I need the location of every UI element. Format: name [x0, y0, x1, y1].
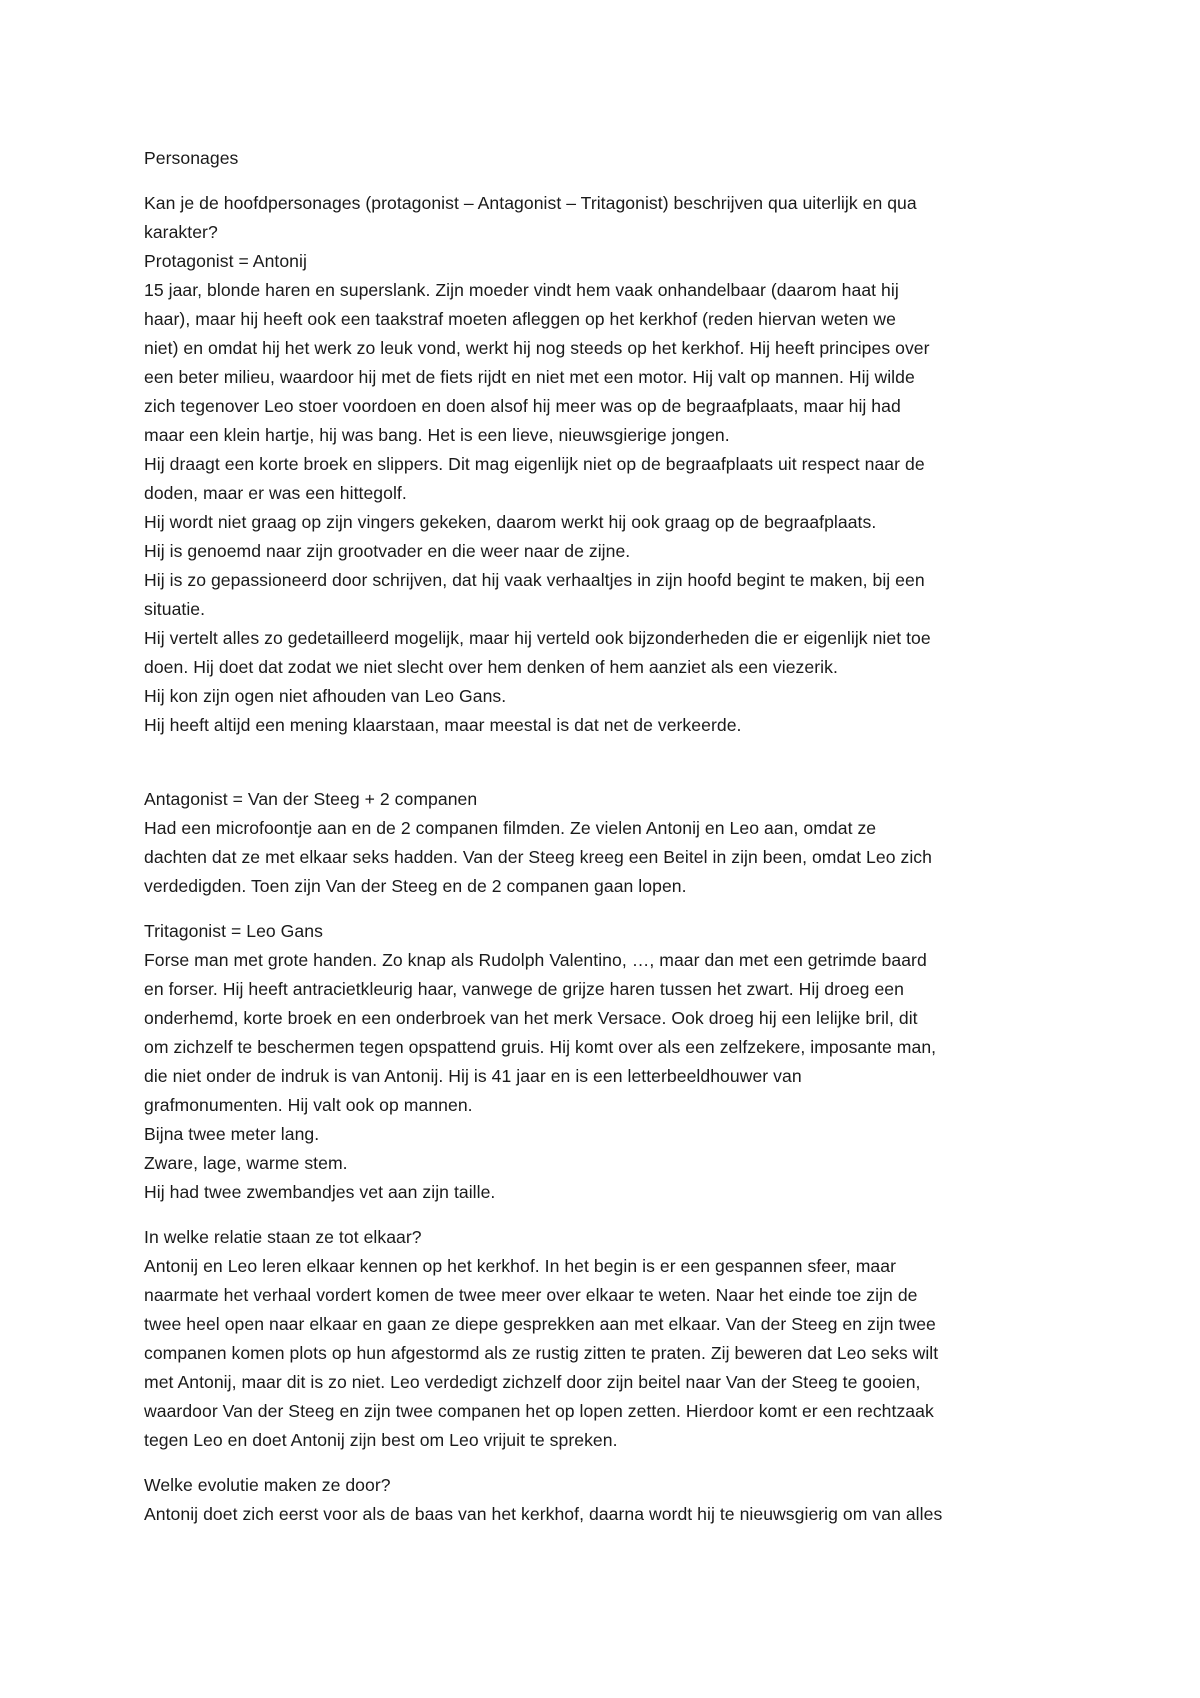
text-line: onderhemd, korte broek en een onderbroek van het merk Versace. Ook droeg hij een lelijke bril, dit — [144, 1008, 918, 1028]
text-line: naarmate het verhaal vordert komen de twee meer over elkaar te weten. Naar het einde toe zijn de — [144, 1285, 918, 1305]
document-body — [144, 144, 1084, 1529]
paragraph-spacer — [144, 1455, 1084, 1471]
text-line: Hij vertelt alles zo gedetailleerd mogelijk, maar hij verteld ook bijzonderheden die er eigenlijk niet toe — [144, 628, 931, 648]
text-line: haar), maar hij heeft ook een taakstraf moeten afleggen op het kerkhof (reden hiervan weten we — [144, 309, 896, 329]
text-line: Antonij en Leo leren elkaar kennen op het kerkhof. In het begin is er een gespannen sfeer, maar — [144, 1256, 897, 1276]
text-line: waardoor Van der Steeg en zijn twee companen het op lopen zetten. Hierdoor komt er een rechtzaak — [144, 1401, 934, 1421]
text-line: Hij wordt niet graag op zijn vingers gekeken, daarom werkt hij ook graag op de begraafplaats. — [144, 512, 877, 532]
text-line: Hij draagt een korte broek en slippers. Dit mag eigenlijk niet op de begraafplaats uit respect naar de — [144, 454, 925, 474]
text-line: grafmonumenten. Hij valt ook op mannen. — [144, 1095, 473, 1115]
document-title: Personages — [144, 148, 239, 168]
text-line: niet) en omdat hij het werk zo leuk vond, werkt hij nog steeds op het kerkhof. Hij heeft principes over — [144, 338, 930, 358]
text-line: Hij had twee zwembandjes vet aan zijn taille. — [144, 1182, 496, 1202]
text-line: situatie. — [144, 599, 206, 619]
paragraph-spacer — [144, 740, 1084, 785]
text-line: twee heel open naar elkaar en gaan ze diepe gesprekken aan met elkaar. Van der Steeg en zijn twee — [144, 1314, 936, 1334]
text-line: tegen Leo en doet Antonij zijn best om Leo vrijuit te spreken. — [144, 1430, 618, 1450]
text-line: Hij heeft altijd een mening klaarstaan, maar meestal is dat net de verkeerde. — [144, 715, 742, 735]
text-line: verdedigden. Toen zijn Van der Steeg en de 2 companen gaan lopen. — [144, 876, 687, 896]
question-evolutie: Welke evolutie maken ze door? — [144, 1475, 391, 1495]
text-line: die niet onder de indruk is van Antonij. Hij is 41 jaar en is een letterbeeldhouwer van — [144, 1066, 802, 1086]
question-hoofdpersonages — [144, 189, 1084, 247]
text-line: om zichzelf te beschermen tegen opspattend gruis. Hij komt over als een zelfzekere, imposante man, — [144, 1037, 937, 1057]
text-line: met Antonij, maar dit is zo niet. Leo verdedigt zichzelf door zijn beitel naar Van der Steeg te gooien, — [144, 1372, 921, 1392]
text-line: Antonij doet zich eerst voor als de baas van het kerkhof, daarna wordt hij te nieuwsgierig om van alles — [144, 1504, 943, 1524]
text-line: dachten dat ze met elkaar seks hadden. Van der Steeg kreeg een Beitel in zijn been, omdat Leo zich — [144, 847, 932, 867]
text-line: Zware, lage, warme stem. — [144, 1153, 348, 1173]
text-line: Hij is zo gepassioneerd door schrijven, dat hij vaak verhaaltjes in zijn hoofd begint te maken, bij een — [144, 570, 925, 590]
text-line: een beter milieu, waardoor hij met de fiets rijdt en niet met een motor. Hij valt op mannen. Hij wilde — [144, 367, 915, 387]
paragraph-spacer — [144, 901, 1084, 917]
text-line: companen komen plots op hun afgestormd als ze rustig zitten te praten. Zij beweren dat Leo seks wilt — [144, 1343, 939, 1363]
text-line: Hij is genoemd naar zijn grootvader en die weer naar de zijne. — [144, 541, 631, 561]
tritagonist-heading: Tritagonist = Leo Gans — [144, 921, 323, 941]
question-line: karakter? — [144, 222, 218, 242]
text-line: zich tegenover Leo stoer voordoen en doen alsof hij meer was op de begraafplaats, maar hij had — [144, 396, 901, 416]
question-line: Kan je de hoofdpersonages (protagonist – Antagonist – Tritagonist) beschrijven qua uiterlijk en qua — [144, 193, 917, 213]
text-line: doen. Hij doet dat zodat we niet slecht over hem denken of hem aanziet als een viezerik. — [144, 657, 838, 677]
antagonist-description — [144, 814, 1084, 901]
text-line: Had een microfoontje aan en de 2 companen filmden. Ze vielen Antonij en Leo aan, omdat ze — [144, 818, 877, 838]
tritagonist-description — [144, 946, 1084, 1207]
paragraph-spacer — [144, 1207, 1084, 1223]
text-line: Bijna twee meter lang. — [144, 1124, 320, 1144]
relation-answer — [144, 1252, 1084, 1455]
paragraph-spacer — [144, 173, 1084, 189]
text-line: Hij kon zijn ogen niet afhouden van Leo Gans. — [144, 686, 507, 706]
evolution-answer — [144, 1500, 1084, 1529]
antagonist-heading: Antagonist = Van der Steeg + 2 companen — [144, 789, 478, 809]
question-relatie: In welke relatie staan ze tot elkaar? — [144, 1227, 422, 1247]
protagonist-heading: Protagonist = Antonij — [144, 251, 307, 271]
protagonist-description — [144, 276, 1084, 740]
text-line: Forse man met grote handen. Zo knap als Rudolph Valentino, …, maar dan met een getrimde baard — [144, 950, 927, 970]
text-line: 15 jaar, blonde haren en superslank. Zijn moeder vindt hem vaak onhandelbaar (daarom haat hij — [144, 280, 899, 300]
text-line: maar een klein hartje, hij was bang. Het is een lieve, nieuwsgierige jongen. — [144, 425, 730, 445]
text-line: doden, maar er was een hittegolf. — [144, 483, 407, 503]
text-line: en forser. Hij heeft antracietkleurig haar, vanwege de grijze haren tussen het zwart. Hij droeg een — [144, 979, 904, 999]
